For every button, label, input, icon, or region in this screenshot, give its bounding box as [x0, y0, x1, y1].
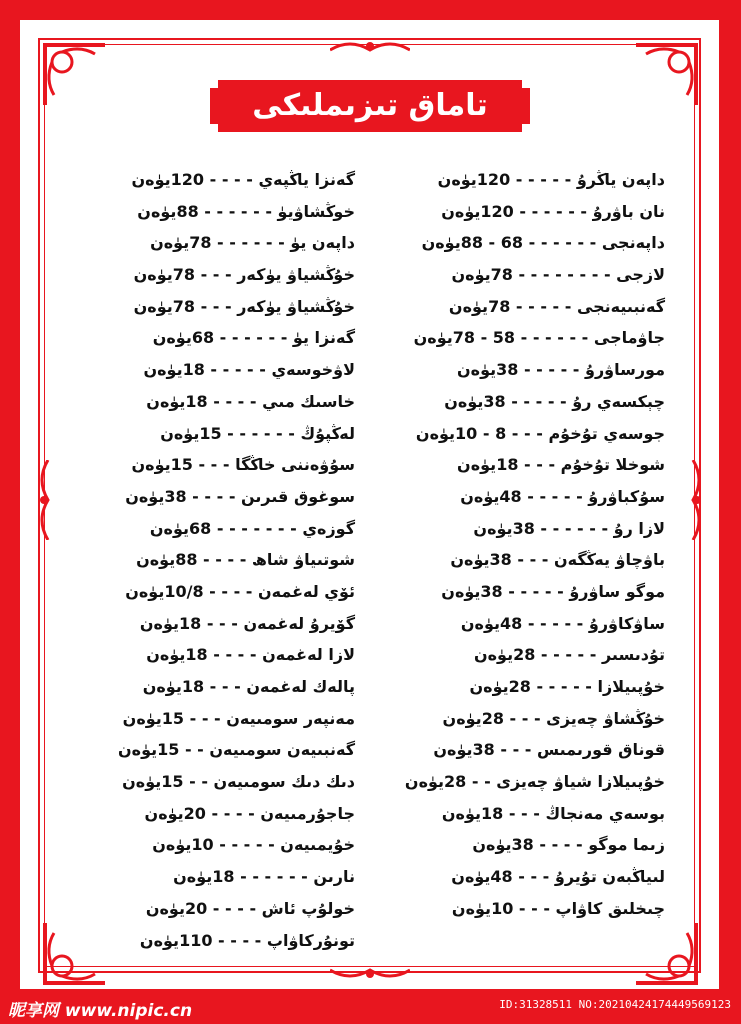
menu-item: گەنزا ياڭپەي - - - - 120يۈەن: [131, 170, 355, 189]
menu-item: جاۋماجى - - - - - - 58 - 78يۈەن: [413, 328, 665, 348]
menu-item: قوناق قورىمىس - - - 38يۈەن: [433, 740, 665, 760]
watermark-site: 昵享网 www.nipic.cn: [8, 1001, 193, 1021]
menu-item: داپەنجى - - - - - - 68 - 88يۈەن: [421, 233, 665, 253]
menu-column-left: [55, 164, 355, 956]
menu-item: خولۇپ ئاش - - - - 20يۈەن: [145, 898, 355, 918]
menu-item: لىياڭبەن تۇيرۇ - - - 48يۈەن: [451, 867, 665, 887]
watermark-id: ID:31328511 NO:20210424174449569123: [499, 998, 731, 1011]
menu-item: ساۋكاۋرۇ - - - - - 48يۈەن: [460, 613, 665, 633]
menu-item: موگو ساۋرۇ - - - - - 38يۈەن: [441, 581, 665, 601]
menu-item: خۇپىيلازا - - - - - 28يۈەن: [469, 677, 665, 696]
menu-item: شوتىياۋ شاھ - - - - 88يۈەن: [136, 550, 355, 570]
menu-item: لاۋخوسەي - - - - - 18يۈەن: [143, 360, 355, 380]
corner-ornament-top-left: [40, 40, 110, 110]
title-plate: [218, 80, 522, 132]
menu-item: سۇكباۋرۇ - - - - - 48يۈەن: [460, 486, 665, 506]
menu-item: شوخلا تۇخۇم - - - 18يۈەن: [457, 455, 665, 475]
menu-item: داپەن يۈ - - - - - - 78يۈەن: [150, 233, 355, 253]
bottom-center-ornament: [330, 962, 410, 984]
menu-item: گەنزا يۈ - - - - - - 68يۈەن: [152, 328, 355, 348]
menu-item: گوزەي - - - - - - - 68يۈەن: [149, 518, 355, 538]
menu-item: لازا رۇ - - - - - - 38يۈەن: [473, 518, 665, 538]
menu-item: مورساۋرۇ - - - - - 38يۈەن: [456, 360, 665, 380]
menu-item: چىخلىق كاۋاپ - - - 10يۈەن: [451, 898, 665, 918]
menu-item: خۇڭشياۋ يۈكەر - - - 78يۈەن: [133, 265, 355, 285]
menu-item: سۇۋەننى خاڭگا - - - 15يۈەن: [131, 455, 355, 475]
menu-column-right: [365, 164, 665, 925]
menu-item: باۋچاۋ يەڭگەن - - - 38يۈەن: [450, 550, 665, 570]
menu-item: زىما موگو - - - - 38يۈەن: [472, 835, 665, 855]
menu-item: پالەك لەغمەن - - - 18يۈەن: [142, 677, 355, 696]
menu-item: بوسەي مەنجاڭ - - - 18يۈەن: [441, 803, 665, 823]
menu-item: ئۆي لەغمەن - - - - 10/8يۈەن: [125, 581, 355, 601]
menu-item: تونۇركاۋاپ - - - - 110يۈەن: [139, 930, 355, 950]
menu-item: مەنپەر سومىيەن - - - 15يۈەن: [122, 708, 355, 728]
menu-item: لەڭپۇڭ - - - - - - 15يۈەن: [160, 423, 355, 443]
menu-item: خۇڭشياۋ يۈكەر - - - 78يۈەن: [133, 296, 355, 316]
menu-item: جاجۇرمىيەن - - - - 20يۈەن: [144, 803, 355, 823]
menu-item: خۇيمىيەن - - - - - 10يۈەن: [152, 835, 355, 855]
menu-item: گەنبىيەن سومىيەن - - 15يۈەن: [117, 740, 355, 760]
menu-item: دىك دىك سومىيەن - - 15يۈەن: [122, 772, 355, 792]
menu-item: سوغوق قىرىن - - - - 38يۈەن: [125, 486, 355, 506]
page-title: تاماق تىزىملىكى: [252, 88, 488, 123]
menu-item: لازا لەغمەن - - - - 18يۈەن: [146, 645, 355, 665]
menu-item: چېكسەي رۇ - - - - - 38يۈەن: [444, 391, 665, 411]
menu-item: گۆيرۇ لەغمەن - - - 18يۈەن: [139, 613, 355, 633]
menu-item: لازجى - - - - - - - - 78يۈەن: [451, 265, 665, 285]
menu-item: داپەن ياڭرۇ - - - - - 120يۈەن: [437, 170, 665, 189]
left-center-ornament: [34, 460, 56, 540]
right-center-ornament: [685, 460, 707, 540]
menu-item: خۇپىيلازا شياۋ چەيزى - - 28يۈەن: [404, 772, 665, 792]
menu-item: خاسىك مىي - - - - 18يۈەن: [146, 391, 355, 411]
menu-item: نان باۋرۇ - - - - - - 120يۈەن: [441, 201, 665, 221]
top-center-ornament: [330, 36, 410, 58]
menu-item: نارىن - - - - - - 18يۈەن: [173, 867, 355, 887]
menu-item: گەنبىيەنجى - - - - - 78يۈەن: [448, 296, 665, 316]
menu-item: تۇدىسىر - - - - - 28يۈەن: [473, 645, 665, 665]
menu-item: جوسەي تۇخۇم - - - 8 - 10يۈەن: [415, 423, 665, 443]
menu-item: خۇڭشاۋ چەيزى - - - 28يۈەن: [442, 708, 665, 728]
menu-item: خوڭشاۋيۈ - - - - - - 88يۈەن: [137, 201, 355, 221]
corner-ornament-top-right: [631, 40, 701, 110]
corner-ornament-bottom-right: [631, 918, 701, 988]
